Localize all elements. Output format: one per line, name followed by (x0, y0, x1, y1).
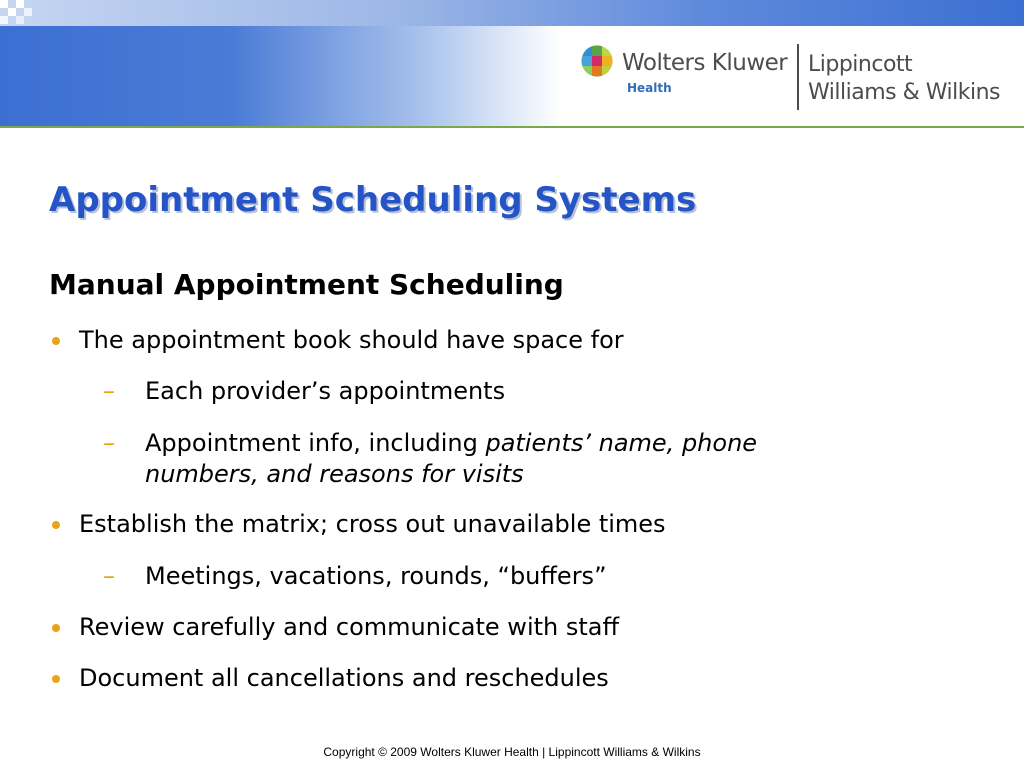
header-top-band (0, 0, 1024, 26)
bullet-item: Establish the matrix; cross out unavailable times (79, 510, 666, 538)
slide-subtitle: Manual Appointment Scheduling (49, 268, 564, 301)
logo-divider (797, 44, 799, 110)
dash-marker: – (103, 377, 115, 405)
bullet-dot (52, 521, 60, 529)
copyright-footer: Copyright © 2009 Wolters Kluwer Health | Lippincott Williams & Wilkins (323, 745, 701, 759)
bullet-item: Review carefully and communicate with staff (79, 613, 620, 641)
decor-square (0, 0, 8, 8)
dash-marker: – (103, 562, 115, 590)
company-logo-text: Wolters Kluwer (622, 50, 788, 76)
slide-title: Appointment Scheduling Systems (49, 180, 697, 220)
bullet-item: Document all cancellations and reschedules (79, 664, 609, 692)
bullet-dot (52, 675, 60, 683)
bullet-dot (52, 337, 60, 345)
header-divider-line (0, 126, 1024, 128)
partner-logo-line1: Lippincott (808, 52, 913, 77)
sub-bullet-item: Meetings, vacations, rounds, “buffers” (145, 562, 607, 590)
partner-logo-line2: Williams & Wilkins (808, 80, 1000, 105)
sub-bullet-emphasis: numbers, and reasons for visits (145, 460, 524, 488)
sub-bullet-text: Appointment info, including (145, 429, 486, 457)
decor-square (24, 8, 32, 16)
division-label: Health (627, 81, 672, 95)
decor-square (16, 16, 24, 24)
sub-bullet-item (145, 428, 905, 490)
decor-square (16, 0, 24, 8)
dash-marker: – (103, 429, 115, 457)
sub-bullet-emphasis: patients’ name, phone (485, 429, 758, 457)
bullet-item: The appointment book should have space for (79, 326, 624, 354)
decor-square (0, 16, 8, 24)
decor-square (8, 8, 16, 16)
sub-bullet-item: Each provider’s appointments (145, 377, 506, 405)
bullet-dot (52, 624, 60, 632)
globe-logo-icon (581, 45, 613, 77)
header-banner (0, 0, 1024, 127)
